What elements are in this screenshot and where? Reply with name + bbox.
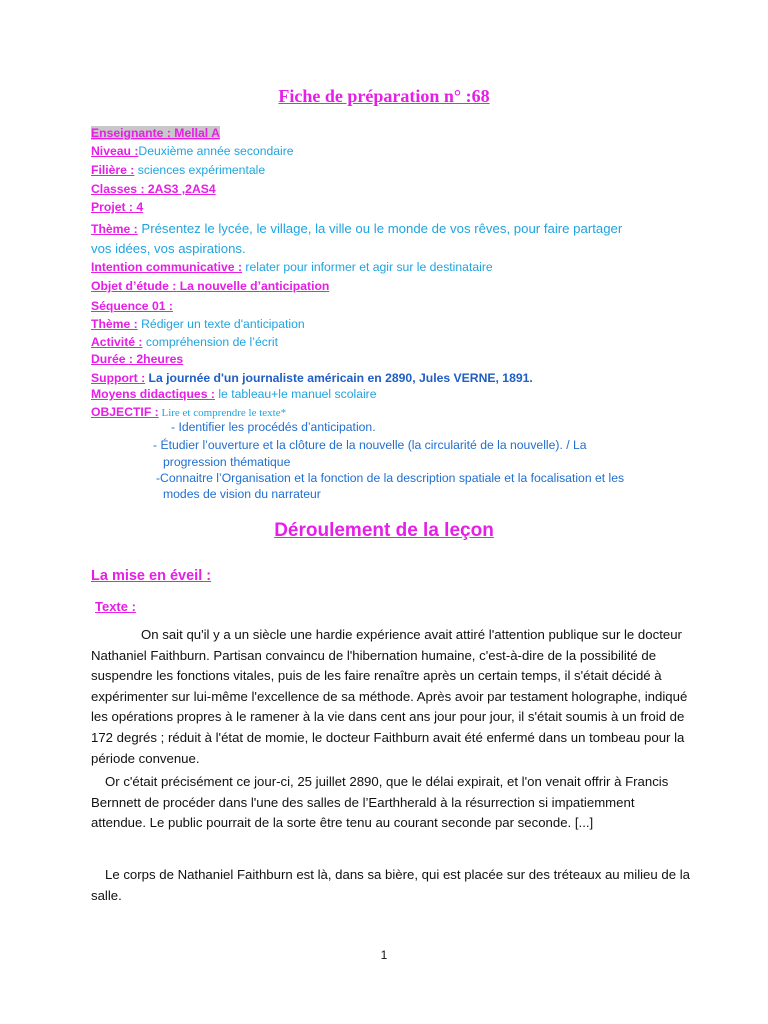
intention-label: Intention communicative : — [91, 260, 243, 274]
sequence-label: Séquence 01 : — [91, 299, 173, 313]
duree-label: Durée : 2heures — [91, 352, 184, 366]
enseignante-line — [91, 125, 220, 141]
theme2-value: Rédiger un texte d'anticipation — [137, 317, 305, 331]
theme-line — [91, 219, 622, 239]
texte-label: Texte : — [95, 599, 136, 614]
classes-line — [91, 181, 216, 197]
support-line — [91, 370, 533, 386]
classes-label: Classes : 2AS3 ,2AS4 — [91, 182, 216, 196]
objective-item: - Étudier l’ouverture et la clôture de la nouvelle (la circularité de la nouvelle). / La — [153, 438, 587, 452]
page-number: 1 — [380, 948, 388, 962]
objet-value: La nouvelle d’anticipation — [176, 279, 330, 293]
objet-label: Objet d’étude : — [91, 279, 177, 293]
sequence-line — [91, 298, 173, 314]
support-label: Support : — [91, 371, 146, 385]
enseignante-label: Enseignante : Mellal A — [91, 126, 220, 140]
page-title: Fiche de préparation n° :68 — [278, 86, 490, 106]
theme-value-continued: vos idées, vos aspirations. — [91, 241, 246, 256]
theme-line-2 — [91, 239, 246, 259]
objet-line — [91, 278, 329, 294]
niveau-line — [91, 143, 294, 159]
objective-item-continued: modes de vision du narrateur — [163, 487, 321, 501]
theme-label: Thème : — [91, 222, 138, 236]
filiere-label: Filière : — [91, 163, 135, 177]
text-paragraph: Or c'était précisément ce jour-ci, 25 juillet 2890, que le délai expirait, et l'on venait offrir à Francis Bernnett de procéder dans l'une des salles de l’Earthherald à la résurrection si impatiemment attendue. Le public pourrait de la sorte être tenu au courant seconde par seconde. [...] — [91, 774, 669, 831]
activite-line — [91, 334, 278, 350]
niveau-label: Niveau : — [91, 144, 139, 158]
projet-label: Projet : 4 — [91, 200, 144, 214]
objective-item-continued: progression thématique — [163, 455, 291, 469]
theme2-label: Thème : — [91, 317, 138, 331]
intention-value: relater pour informer et agir sur le destinataire — [242, 260, 493, 274]
objectif-label: OBJECTIF : — [91, 405, 159, 419]
activite-value: compréhension de l’écrit — [142, 335, 278, 349]
moyens-value: le tableau+le manuel scolaire — [214, 387, 377, 401]
objective-item: -Connaitre l’Organisation et la fonction de la description spatiale et la focalisation et les — [156, 471, 625, 485]
support-value: La journée d'un journaliste américain en 2890, Jules VERNE, 1891. — [145, 371, 533, 385]
text-paragraph: On sait qu'il y a un siècle une hardie expérience avait attiré l'attention publique sur le docteur Nathaniel Faithburn. Partisan convaincu de l'hibernation humaine, c'est-à-dire de la possibilité de suspendre les fonctions vitales, puis de les faire renaître après un certain temps, il s'était décidé à expérimenter sur lui-même l'excellence de sa méthode. Après avoir par testament holographe, indiqué les opérations propres à le ramener à la vie dans cent ans jour pour jour, il s'était soumis à un froid de 172 degrés ; réduit à l'état de momie, le docteur Faithburn avait été enfermé dans un tombeau pour la période convenue. — [91, 627, 688, 766]
theme-value: Présentez le lycée, le village, la ville ou le monde de vos rêves, pour faire partager — [137, 221, 623, 236]
filiere-value: sciences expérimentale — [134, 163, 266, 177]
moyens-line — [91, 386, 377, 402]
filiere-line — [91, 162, 265, 178]
subsection-title: La mise en éveil : — [91, 568, 212, 584]
intention-line — [91, 259, 493, 275]
section-title: Déroulement de la leçon — [274, 520, 494, 541]
duree-line — [91, 351, 183, 367]
theme2-line — [91, 316, 305, 332]
text-paragraph: Le corps de Nathaniel Faithburn est là, dans sa bière, qui est placée sur des tréteaux au milieu de la salle. — [91, 867, 690, 903]
moyens-label: Moyens didactiques : — [91, 387, 215, 401]
niveau-value: Deuxième année secondaire — [138, 144, 294, 158]
objectif-value: Lire et comprendre le texte* — [158, 407, 287, 419]
objective-item: - Identifier les procédés d’anticipation. — [171, 420, 376, 434]
projet-line — [91, 199, 143, 215]
activite-label: Activité : — [91, 335, 143, 349]
